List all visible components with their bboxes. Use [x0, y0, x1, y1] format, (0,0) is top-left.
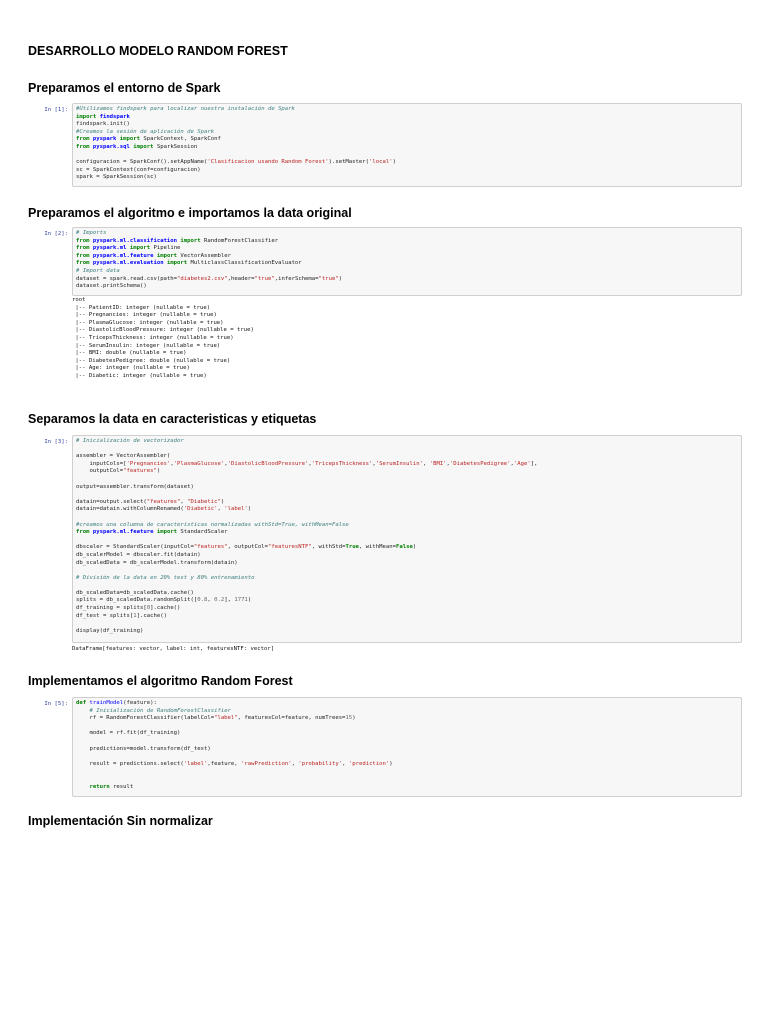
input-prompt: In [2]: [44, 231, 68, 237]
code-token: from [76, 237, 93, 244]
code-token: "features" [123, 468, 157, 475]
input-prompt: In [3]: [44, 439, 68, 445]
code-token: 0.8 [197, 597, 208, 604]
code-token: False [395, 544, 413, 551]
code-token: # Imports [76, 230, 107, 236]
code-token: #Creamos la sesión de aplicación de Spark [76, 128, 215, 135]
code-token: import [153, 252, 181, 259]
code-token: , outputCol= [227, 544, 268, 551]
code-token: return [89, 783, 114, 790]
cell-output-dataframe: DataFrame[features: vector, label: int, featuresNTF: vector] [72, 646, 275, 652]
code-block[interactable] [73, 698, 741, 793]
code-token: import [163, 260, 191, 267]
code-token: trainModel [89, 700, 124, 706]
code-token: assembler = VectorAssembler( [76, 453, 171, 460]
code-token: "features" [193, 544, 228, 551]
code-token: ], [530, 460, 538, 467]
code-token: db_scalerModel = dbscaler.fit(datain) [76, 551, 201, 558]
code-token: , [308, 460, 312, 467]
code-token: 'DiabetesPedigree' [449, 460, 511, 467]
code-token: import [126, 245, 154, 252]
code-cell[interactable] [72, 103, 742, 187]
code-token: StandardScaler [180, 529, 228, 536]
code-token: ) [247, 506, 252, 513]
code-token: ) [156, 468, 161, 475]
code-token: df_training = splits[ [76, 605, 147, 612]
code-token: 'local' [369, 159, 393, 166]
code-token: dataset = spark.read.csv(path= [76, 275, 178, 282]
code-token: db_scaledData=db_scaledData.cache() [76, 589, 194, 596]
code-token: 0 [146, 605, 151, 612]
section-heading-random-forest: Implementamos el algoritmo Random Forest [28, 674, 293, 688]
code-token: 'Age' [513, 460, 531, 467]
code-token: db_scaledData = db_scalerModel.transform(datain) [76, 559, 238, 566]
input-prompt: In [1]: [44, 107, 68, 113]
code-token: pyspark.ml.evaluation [92, 260, 164, 267]
code-token: model = rf.fit(df_training) [76, 730, 181, 737]
code-token: def [76, 700, 90, 706]
code-token: RandomForestClassifier [204, 237, 279, 244]
code-token: 'prediction' [348, 760, 390, 767]
code-token: 'label' [183, 760, 208, 767]
code-token: import [129, 143, 157, 150]
code-token: inputCols=[ [76, 460, 127, 467]
code-token: import [116, 136, 144, 143]
code-token: True [345, 544, 359, 551]
code-token: 'TricepsThickness' [311, 460, 373, 467]
code-block[interactable] [73, 104, 741, 184]
code-token: MulticlassClassificationEvaluator [190, 260, 302, 267]
code-token: 'DiastolicBloodPressure' [227, 460, 309, 467]
code-token: , [510, 460, 514, 467]
code-token: pyspark.ml.classification [92, 237, 178, 244]
cell-output-schema: root |-- PatientID: integer (nullable = true) |-- Pregnancies: integer (nullable = true) |-- PlasmaGlucose: integer (nullable = true) |-- DiastolicBloodPressure: integer (nullable = true) |-- TricepsThickness: integer (nullable = true) |-- SerumInsulin: integer (nullable = true) |-- BMI: double (nullable = true) |-- DiabetesPedigree: double (nullable = true) |-- Age: integer (nullable = true) |-- Diabetic: integer (nullable = true) [72, 297, 254, 379]
section-heading-features-labels: Separamos la data en caracteristicas y etiquetas [28, 412, 317, 426]
code-token: ) [389, 760, 393, 767]
code-token: pyspark.ml.feature [92, 252, 154, 259]
code-cell[interactable] [72, 697, 742, 797]
code-token: , [422, 460, 430, 467]
code-token: output=assembler.transform(dataset) [76, 483, 194, 490]
section-heading-no-normalize: Implementación Sin normalizar [28, 814, 213, 828]
code-token: # Import data [76, 267, 120, 274]
code-token: ).setMaster( [328, 159, 370, 166]
code-token: "true" [254, 275, 275, 282]
code-token: "features" [146, 498, 181, 505]
code-token: from [76, 143, 93, 150]
code-token: , [180, 498, 188, 505]
code-token: , [170, 460, 174, 467]
code-token: # Inicialización de RandomForestClassifier [89, 707, 231, 714]
code-block[interactable] [73, 228, 741, 293]
code-token: rf = RandomForestClassifier(labelCol= [76, 715, 215, 722]
code-token: splits = db_scaledData.randomSplit([ [76, 597, 198, 604]
code-token: pyspark.ml [92, 245, 127, 252]
code-token: 'probability' [298, 760, 343, 767]
code-token: ) [412, 544, 417, 551]
code-token: "label" [214, 715, 238, 722]
code-token: SparkSession [156, 143, 198, 150]
code-token: ,inferSchema= [274, 275, 319, 282]
code-token: datain=output.select( [76, 498, 147, 505]
code-token: , withStd= [311, 544, 346, 551]
code-token: , [217, 506, 225, 513]
code-token: SparkContext, SparkConf [143, 136, 221, 143]
code-token: display(df_training) [76, 627, 144, 634]
code-token: 'label' [224, 506, 248, 513]
code-token: "featuresNTF" [267, 544, 312, 551]
code-token: , [291, 760, 299, 767]
code-token: # División de la data en 20% test y 80% entrenamiento [76, 574, 255, 581]
section-heading-algorithm-data: Preparamos el algoritmo e importamos la data original [28, 206, 352, 220]
code-token: ,feature, [207, 760, 242, 767]
code-token: 'rawPrediction' [241, 760, 292, 767]
code-token: , [342, 760, 349, 767]
code-token: import [76, 113, 100, 120]
code-token: ].cache() [150, 605, 181, 612]
code-token: , featuresCol=feature, numTrees= [237, 715, 346, 722]
code-token: ) [392, 159, 396, 166]
code-token: # Inicialización de vectorizador [76, 438, 184, 444]
code-token: result = predictions.select( [76, 760, 184, 767]
code-cell[interactable] [72, 435, 742, 643]
code-token: 1771 [234, 597, 248, 604]
code-token: , [207, 597, 215, 604]
code-token: 'Clasificacion usando Random Forest' [207, 159, 329, 166]
code-token: outputCol= [76, 468, 124, 475]
page-title: DESARROLLO MODELO RANDOM FOREST [28, 44, 288, 58]
code-token: ], [224, 597, 235, 604]
code-token: datain=datain.withColumnRenamed( [76, 506, 184, 513]
code-token: , withMean= [358, 544, 396, 551]
code-token: ) [352, 715, 356, 722]
code-token: 'Diabetic' [183, 506, 218, 513]
code-token: spark = SparkSession(sc) [76, 174, 157, 181]
code-token: dataset.printSchema() [76, 283, 147, 290]
code-token: df_test = splits[ [76, 612, 134, 619]
code-token: result [113, 783, 134, 790]
code-token: 'Pregnancies' [126, 460, 171, 467]
code-token [76, 708, 89, 714]
code-token: Pipeline [153, 245, 181, 252]
code-token: 0.2 [214, 597, 225, 604]
code-token: ) [247, 597, 252, 604]
input-prompt: In [5]: [44, 701, 68, 707]
code-token: #creamos una columna de características normalizadas withStd=True, withMean=False [76, 521, 349, 528]
code-token: import [153, 529, 181, 536]
code-token: from [76, 252, 93, 259]
code-token: (feature): [123, 700, 157, 706]
code-token: from [76, 245, 93, 252]
code-token: ) [338, 275, 343, 282]
code-token: "true" [318, 275, 339, 282]
code-token: 'BMI' [429, 460, 447, 467]
code-token: ].cache() [136, 612, 167, 619]
code-token: pyspark [92, 136, 117, 143]
code-token [76, 784, 89, 790]
code-token: 'PlasmaGlucose' [173, 460, 225, 467]
code-token: dbscaler = StandardScaler(inputCol= [76, 544, 194, 551]
code-token: ,header= [227, 275, 255, 282]
code-token: from [76, 529, 93, 536]
code-token: pyspark.sql [92, 143, 130, 150]
code-token: predictions=model.transform(df_test) [76, 745, 211, 752]
code-token: 1 [133, 612, 137, 619]
code-token: VectorAssembler [180, 252, 231, 259]
code-token: from [76, 136, 93, 143]
code-token: , [446, 460, 450, 467]
code-token: "diabetes2.csv" [177, 275, 228, 282]
code-block[interactable] [73, 436, 741, 637]
code-token: , [372, 460, 376, 467]
code-token: import [177, 237, 204, 244]
code-token: findspark [99, 113, 130, 120]
code-token: from [76, 260, 93, 267]
code-token: findspark.init() [76, 121, 130, 128]
code-token: #Utilizamos findspark para localizar nuestra instalación de Spark [76, 106, 295, 112]
code-token: "Diabetic" [187, 498, 221, 505]
code-token: pyspark.ml.feature [92, 529, 154, 536]
code-token: , [224, 460, 228, 467]
code-token: ) [220, 498, 225, 505]
code-token: configuracion = SparkConf().setAppName( [76, 159, 208, 166]
code-token: sc = SparkContext(conf=configuracion) [76, 166, 201, 173]
code-token: 'SerumInsulin' [375, 460, 423, 467]
section-heading-spark-env: Preparamos el entorno de Spark [28, 81, 221, 95]
code-token: 15 [345, 715, 353, 722]
code-cell[interactable] [72, 227, 742, 296]
